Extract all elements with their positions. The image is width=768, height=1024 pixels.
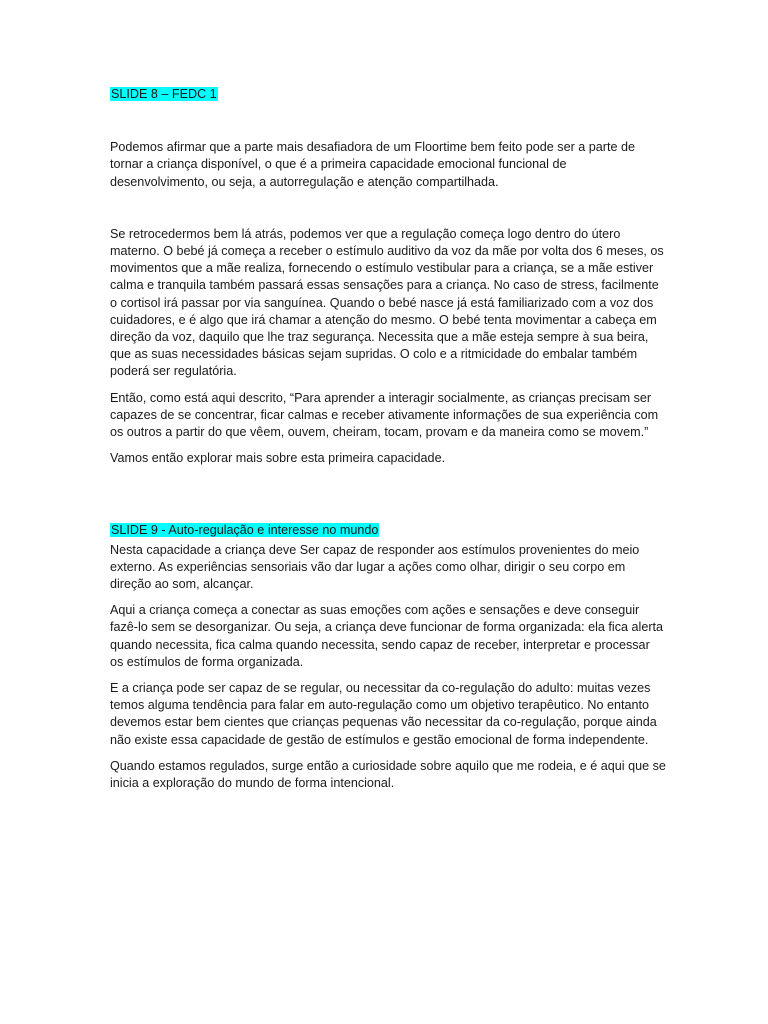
document-body: [110, 86, 666, 792]
slide-9-paragraph-1: Nesta capacidade a criança deve Ser capaz de responder aos estímulos provenientes do meio externo. As experiências sensoriais vão dar lugar a ações como olhar, dirigir o seu corpo em direção ao som, alcançar.: [110, 542, 640, 592]
slide-9-heading-text: SLIDE 9 - Auto-regulação e interesse no mundo: [111, 523, 379, 538]
slide-9-paragraph-4: Quando estamos regulados, surge então a curiosidade sobre aquilo que me rodeia, e é aqui que se inicia a exploração do mundo de forma intencional.: [110, 758, 666, 791]
slide-9-heading: [110, 522, 666, 539]
slide-9-paragraph-2: Aqui a criança começa a conectar as suas emoções com ações e sensações e deve conseguir fazê-lo sem se desorganizar. Ou seja, a criança deve funcionar de forma organizada: ela fica alerta quando necessita, fica calma quando necessita, sendo capaz de receber, interpretar e processar os estímulos de forma organizada.: [110, 603, 664, 669]
slide-8-paragraph-4: Vamos então explorar mais sobre esta primeira capacidade.: [110, 451, 446, 466]
slide-8-paragraph-3: Então, como está aqui descrito, “Para aprender a interagir socialmente, as crianças precisam ser capazes de se concentrar, ficar calmas e receber ativamente informações de sua experiência com os outros a partir do que vêem, ouvem, cheiram, tocam, provam e da maneira como se movem.”: [110, 390, 659, 440]
slide-8-heading: [110, 86, 666, 103]
slide-9-paragraph-3: E a criança pode ser capaz de se regular, ou necessitar da co-regulação do adulto: muitas vezes temos alguma tendência para falar em auto-regulação como um objetivo terapêutico. No entanto devemos estar bem cientes que crianças pequenas vão necessitar da co-regulação, porque ainda não existe essa capacidade de gestão de estímulos e gestão emocional de forma independente.: [110, 681, 657, 747]
slide-8-paragraph-1: Podemos afirmar que a parte mais desafiadora de um Floortime bem feito pode ser a parte de tornar a criança disponível, o que é a primeira capacidade emocional funcional de desenvolvimento, ou seja, a autorregulação e atenção compartilhada.: [110, 140, 636, 189]
slide-8-heading-text: SLIDE 8 – FEDC 1: [111, 87, 217, 101]
slide-8-paragraph-2: Se retrocedermos bem lá atrás, podemos ver que a regulação começa logo dentro do útero materno. O bebé já começa a receber o estímulo auditivo da voz da mãe por volta dos 6 meses, os movimentos que a mãe realiza, fornecendo o estímulo vestibular para a criança, se a mãe estiver calma e tranquila também passará essas sensações para a criança. No caso de stress, facilmente o cortisol irá passar por via sanguínea. Quando o bebé nasce já está familiarizado com a voz dos cuidadores, e é algo que irá chamar a atenção do mesmo. O bebé tenta movimentar a cabeça em direção da voz, daquilo que lhe traz segurança. Necessita que a mãe esteja sempre à sua beira, que as suas necessidades básicas sejam supridas. O colo e a ritmicidade do embalar também poderá ser regulatória.: [110, 226, 664, 379]
